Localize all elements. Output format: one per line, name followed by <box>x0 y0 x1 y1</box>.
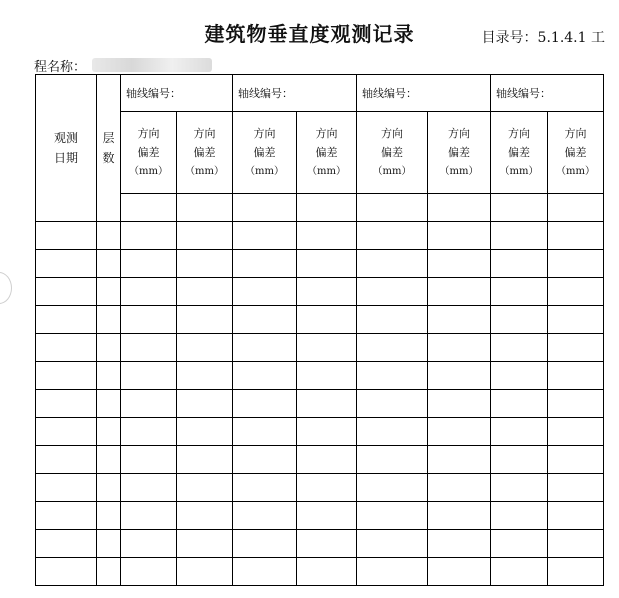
data-cell[interactable] <box>121 306 177 334</box>
data-cell[interactable] <box>121 446 177 474</box>
project-name-label: 程名称： <box>34 60 87 75</box>
data-cell[interactable] <box>97 558 121 586</box>
data-cell[interactable] <box>177 446 233 474</box>
table-row <box>36 530 604 558</box>
direction-label: 方向 <box>193 127 216 140</box>
data-cell[interactable] <box>297 278 357 306</box>
data-cell[interactable] <box>428 222 491 250</box>
data-cell[interactable] <box>36 306 97 334</box>
direction-label: 方向 <box>253 127 276 140</box>
data-cell[interactable] <box>297 362 357 390</box>
axis-number-cell <box>121 75 233 112</box>
deviation-label: 偏差 <box>508 146 530 159</box>
data-cell[interactable] <box>297 334 357 362</box>
data-cell[interactable] <box>428 530 491 558</box>
unit-label: （mm） <box>307 166 346 177</box>
floor-header-line-1: 层 <box>102 131 115 145</box>
deviation-label: 偏差 <box>315 146 338 159</box>
data-cell[interactable] <box>36 390 97 418</box>
data-cell[interactable] <box>548 446 604 474</box>
date-header <box>36 75 97 222</box>
data-cell[interactable] <box>97 474 121 502</box>
data-cell[interactable] <box>297 390 357 418</box>
data-cell[interactable] <box>121 390 177 418</box>
redacted-project-name <box>92 58 212 72</box>
data-cell[interactable] <box>97 530 121 558</box>
data-cell[interactable] <box>36 474 97 502</box>
data-cell[interactable] <box>97 250 121 278</box>
axis-number-cell <box>491 75 604 112</box>
data-cell[interactable] <box>297 530 357 558</box>
data-cell[interactable] <box>491 362 548 390</box>
data-cell[interactable] <box>233 474 297 502</box>
data-cell[interactable] <box>548 306 604 334</box>
data-cell[interactable] <box>233 222 297 250</box>
data-cell[interactable] <box>97 502 121 530</box>
floor-header-line-2: 数 <box>102 151 115 165</box>
data-cell[interactable] <box>233 530 297 558</box>
data-cell[interactable] <box>121 222 177 250</box>
unit-label: （mm） <box>185 166 224 177</box>
direction-deviation-header <box>177 112 233 194</box>
data-cell[interactable] <box>428 502 491 530</box>
data-cell[interactable] <box>357 362 428 390</box>
data-cell[interactable] <box>357 502 428 530</box>
table-row <box>36 362 604 390</box>
data-cell[interactable] <box>121 502 177 530</box>
table-row <box>36 502 604 530</box>
data-cell[interactable] <box>357 530 428 558</box>
data-cell[interactable] <box>297 558 357 586</box>
axis-number-label: 轴线编号： <box>126 87 181 100</box>
direction-deviation-header <box>297 112 357 194</box>
data-cell[interactable] <box>177 502 233 530</box>
deviation-label: 偏差 <box>193 146 216 159</box>
data-cell[interactable] <box>121 418 177 446</box>
data-cell[interactable] <box>548 334 604 362</box>
data-cell[interactable] <box>297 306 357 334</box>
table-row <box>36 278 604 306</box>
data-cell[interactable] <box>548 474 604 502</box>
deviation-label: 偏差 <box>253 146 276 159</box>
unit-label: （mm） <box>499 166 539 177</box>
data-cell[interactable] <box>36 362 97 390</box>
data-cell[interactable] <box>233 334 297 362</box>
table-row <box>36 250 604 278</box>
floor-header <box>97 75 121 222</box>
data-cell[interactable] <box>428 418 491 446</box>
blank-cell[interactable] <box>428 194 491 222</box>
blank-cell[interactable] <box>297 194 357 222</box>
data-cell[interactable] <box>357 446 428 474</box>
data-cell[interactable] <box>491 390 548 418</box>
data-cell[interactable] <box>233 278 297 306</box>
direction-label: 方向 <box>315 127 338 140</box>
unit-label: （mm） <box>556 166 595 177</box>
unit-label: （mm） <box>372 166 412 177</box>
deviation-header-row <box>36 112 604 194</box>
data-cell[interactable] <box>548 222 604 250</box>
data-cell[interactable] <box>357 558 428 586</box>
catalog-number: 目录号：5.1.4.1 工 <box>481 30 605 46</box>
data-cell[interactable] <box>491 418 548 446</box>
data-cell[interactable] <box>428 362 491 390</box>
observation-table <box>35 74 604 586</box>
table-row <box>36 558 604 586</box>
data-cell[interactable] <box>357 306 428 334</box>
data-cell[interactable] <box>491 502 548 530</box>
unit-label: （mm） <box>129 166 168 177</box>
data-cell[interactable] <box>97 390 121 418</box>
data-cell[interactable] <box>121 530 177 558</box>
data-cell[interactable] <box>177 362 233 390</box>
table-row <box>36 474 604 502</box>
data-cell[interactable] <box>491 530 548 558</box>
unit-label: （mm） <box>439 166 479 177</box>
table-row <box>36 334 604 362</box>
data-cell[interactable] <box>177 474 233 502</box>
data-cell[interactable] <box>121 558 177 586</box>
data-cell[interactable] <box>491 446 548 474</box>
table-row <box>36 418 604 446</box>
data-cell[interactable] <box>36 418 97 446</box>
edge-scroll-handle <box>0 272 12 304</box>
table-row <box>36 446 604 474</box>
data-cell[interactable] <box>36 446 97 474</box>
data-cell[interactable] <box>36 334 97 362</box>
data-cell[interactable] <box>297 418 357 446</box>
data-cell[interactable] <box>121 362 177 390</box>
direction-deviation-header <box>357 112 428 194</box>
blank-cell[interactable] <box>121 194 177 222</box>
data-cell[interactable] <box>428 390 491 418</box>
data-cell[interactable] <box>548 278 604 306</box>
deviation-label: 偏差 <box>448 146 470 159</box>
date-header-line-2: 日期 <box>53 151 78 165</box>
data-cell[interactable] <box>233 558 297 586</box>
data-cell[interactable] <box>121 474 177 502</box>
axis-number-label: 轴线编号： <box>362 87 417 100</box>
data-cell[interactable] <box>297 250 357 278</box>
data-cell[interactable] <box>548 558 604 586</box>
data-cell[interactable] <box>233 502 297 530</box>
data-cell[interactable] <box>177 306 233 334</box>
blank-cell[interactable] <box>357 194 428 222</box>
data-cell[interactable] <box>297 474 357 502</box>
table-body <box>36 75 604 586</box>
data-cell[interactable] <box>177 418 233 446</box>
data-cell[interactable] <box>428 446 491 474</box>
direction-label: 方向 <box>508 127 530 140</box>
data-cell[interactable] <box>491 334 548 362</box>
data-cell[interactable] <box>357 250 428 278</box>
data-cell[interactable] <box>548 362 604 390</box>
data-cell[interactable] <box>36 502 97 530</box>
data-cell[interactable] <box>121 250 177 278</box>
data-cell[interactable] <box>177 278 233 306</box>
data-cell[interactable] <box>491 278 548 306</box>
date-header-line-1: 观测 <box>53 131 78 145</box>
axis-number-cell <box>233 75 357 112</box>
direction-deviation-header <box>548 112 604 194</box>
deviation-label: 偏差 <box>381 146 403 159</box>
data-cell[interactable] <box>428 558 491 586</box>
unit-label: （mm） <box>245 166 284 177</box>
data-cell[interactable] <box>121 278 177 306</box>
direction-deviation-header <box>491 112 548 194</box>
data-cell[interactable] <box>491 306 548 334</box>
data-cell[interactable] <box>177 558 233 586</box>
data-cell[interactable] <box>428 278 491 306</box>
direction-deviation-header <box>121 112 177 194</box>
data-cell[interactable] <box>97 306 121 334</box>
table-row <box>36 306 604 334</box>
data-cell[interactable] <box>36 558 97 586</box>
axis-header-row <box>36 75 604 112</box>
data-cell[interactable] <box>491 558 548 586</box>
data-cell[interactable] <box>357 390 428 418</box>
page-title: 建筑物垂直度观测记录 <box>204 22 415 46</box>
data-cell[interactable] <box>36 250 97 278</box>
axis-number-label: 轴线编号： <box>496 87 551 100</box>
data-cell[interactable] <box>177 222 233 250</box>
data-cell[interactable] <box>297 446 357 474</box>
data-cell[interactable] <box>97 222 121 250</box>
data-cell[interactable] <box>233 418 297 446</box>
data-cell[interactable] <box>121 334 177 362</box>
data-cell[interactable] <box>548 530 604 558</box>
table-row <box>36 222 604 250</box>
axis-number-cell <box>357 75 491 112</box>
data-cell[interactable] <box>548 390 604 418</box>
data-cell[interactable] <box>297 222 357 250</box>
data-cell[interactable] <box>428 474 491 502</box>
data-cell[interactable] <box>36 530 97 558</box>
direction-label: 方向 <box>448 127 470 140</box>
direction-deviation-header <box>428 112 491 194</box>
data-cell[interactable] <box>491 474 548 502</box>
direction-label: 方向 <box>564 127 587 140</box>
data-cell[interactable] <box>36 278 97 306</box>
data-cell[interactable] <box>357 222 428 250</box>
data-cell[interactable] <box>97 446 121 474</box>
data-cell[interactable] <box>97 334 121 362</box>
data-cell[interactable] <box>548 502 604 530</box>
deviation-label: 偏差 <box>564 146 587 159</box>
data-cell[interactable] <box>97 278 121 306</box>
data-cell[interactable] <box>233 306 297 334</box>
data-cell[interactable] <box>177 530 233 558</box>
data-cell[interactable] <box>357 278 428 306</box>
blank-cell[interactable] <box>548 194 604 222</box>
data-cell[interactable] <box>297 502 357 530</box>
data-cell[interactable] <box>233 362 297 390</box>
data-cell[interactable] <box>177 334 233 362</box>
data-cell[interactable] <box>428 334 491 362</box>
deviation-label: 偏差 <box>137 146 160 159</box>
table-row <box>36 390 604 418</box>
data-cell[interactable] <box>357 418 428 446</box>
data-cell[interactable] <box>428 250 491 278</box>
data-cell[interactable] <box>233 446 297 474</box>
data-cell[interactable] <box>177 250 233 278</box>
direction-label: 方向 <box>381 127 403 140</box>
data-cell[interactable] <box>491 222 548 250</box>
data-cell[interactable] <box>233 390 297 418</box>
direction-label: 方向 <box>137 127 160 140</box>
data-cell[interactable] <box>428 306 491 334</box>
blank-header-row <box>36 194 604 222</box>
data-cell[interactable] <box>548 418 604 446</box>
data-cell[interactable] <box>357 334 428 362</box>
direction-deviation-header <box>233 112 297 194</box>
blank-cell[interactable] <box>491 194 548 222</box>
data-cell[interactable] <box>548 250 604 278</box>
data-cell[interactable] <box>177 390 233 418</box>
data-cell[interactable] <box>97 362 121 390</box>
data-cell[interactable] <box>491 250 548 278</box>
blank-cell[interactable] <box>233 194 297 222</box>
axis-number-label: 轴线编号： <box>238 87 293 100</box>
data-cell[interactable] <box>97 418 121 446</box>
data-cell[interactable] <box>357 474 428 502</box>
data-cell[interactable] <box>233 250 297 278</box>
blank-cell[interactable] <box>177 194 233 222</box>
data-cell[interactable] <box>36 222 97 250</box>
